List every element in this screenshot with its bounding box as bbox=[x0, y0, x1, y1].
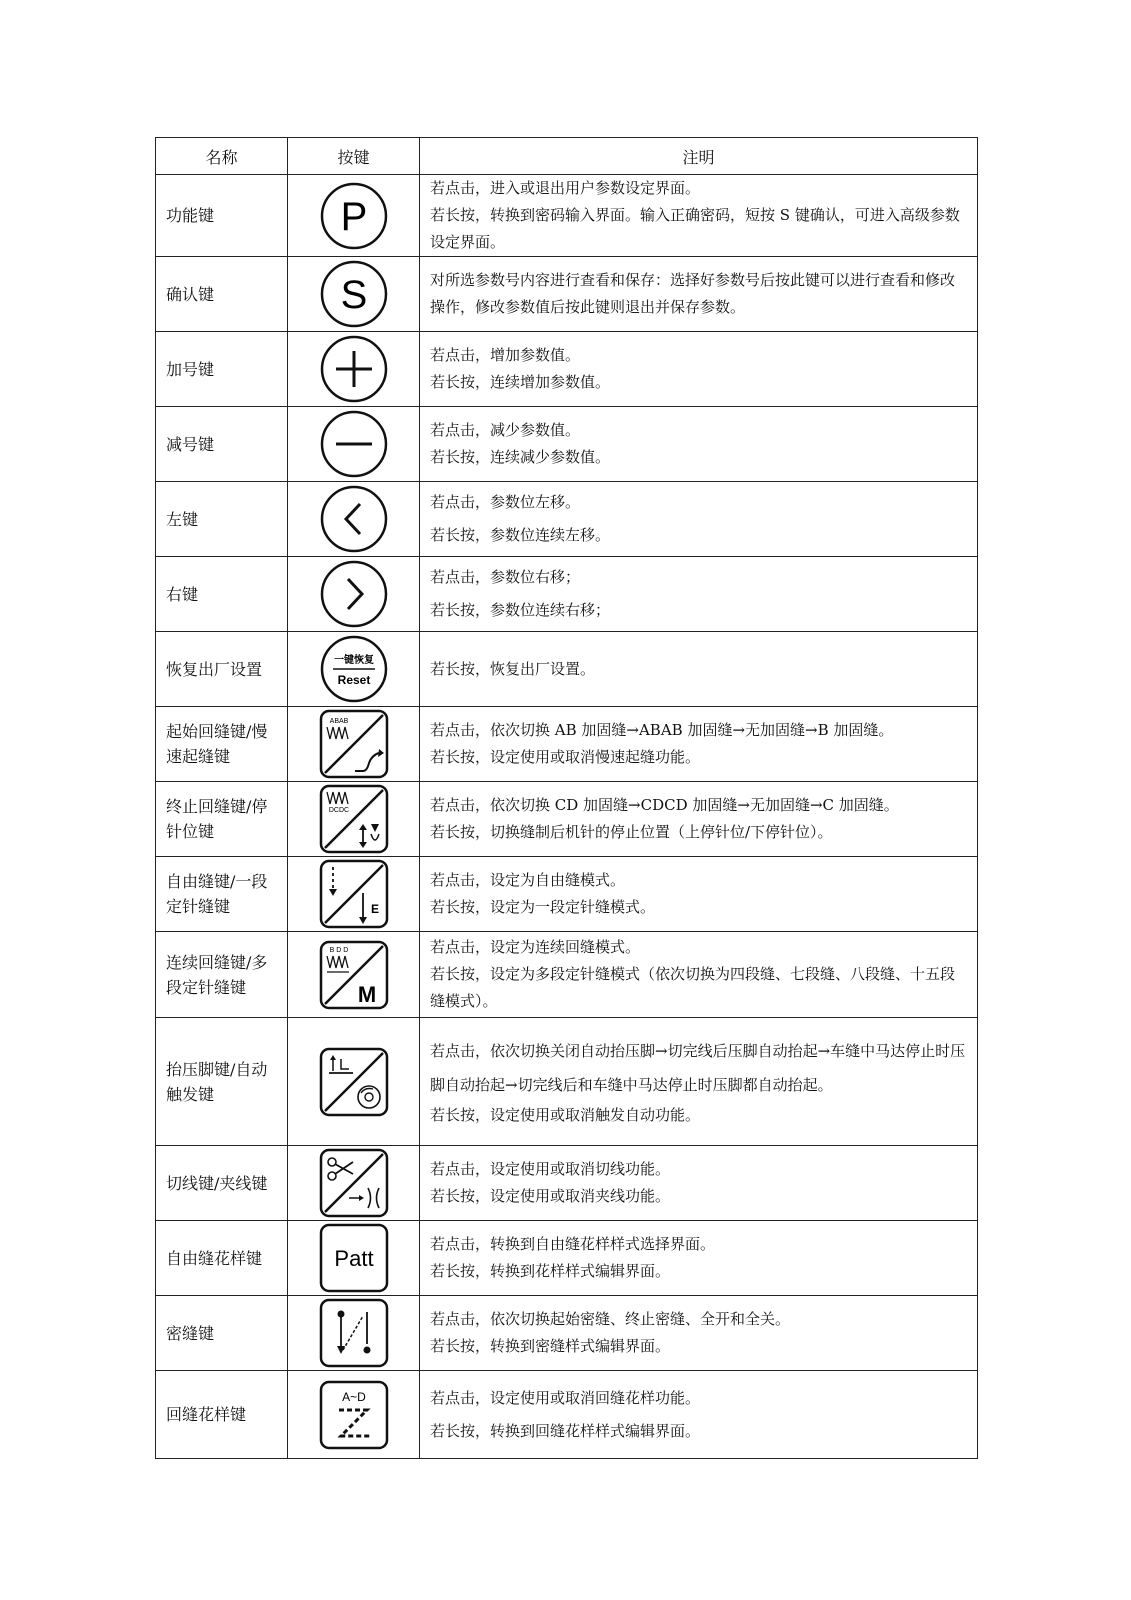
free-sewing-one-section-icon bbox=[319, 859, 389, 929]
table-row bbox=[156, 632, 978, 707]
patt-key-icon bbox=[319, 1223, 389, 1293]
description-line: 若点击，减少参数值。 bbox=[430, 421, 581, 439]
table-row bbox=[156, 1296, 978, 1371]
description-line: 若长按，设定使用或取消夹线功能。 bbox=[430, 1187, 671, 1205]
description-line: 若长按，转换到密缝样式编辑界面。 bbox=[430, 1337, 671, 1355]
key-name: 恢复出厂设置 bbox=[156, 632, 288, 707]
description-line: 若长按，恢复出厂设置。 bbox=[430, 659, 596, 678]
description-line: 若点击，依次切换关闭自动抬压脚→切完线后压脚自动抬起→车缝中马达停止时压脚自动抬起→切完线后和车缝中马达停止时压脚都自动抬起。 bbox=[430, 1042, 966, 1094]
description-line: 若点击，转换到自由缝花样样式选择界面。 bbox=[430, 1235, 716, 1253]
description-line: 若长按，转换到回缝花样样式编辑界面。 bbox=[430, 1421, 701, 1440]
table-row bbox=[156, 175, 978, 257]
table-row bbox=[156, 1146, 978, 1221]
table-row bbox=[156, 782, 978, 857]
reset-key-icon bbox=[319, 634, 389, 704]
svg-text:M: M bbox=[357, 981, 376, 1007]
description-line: 若长按，设定使用或取消慢速起缝功能。 bbox=[430, 748, 701, 766]
table-row bbox=[156, 332, 978, 407]
description-line: 若长按，转换到密码输入界面。输入正确密码，短按 S 键确认，可进入高级参数设定界面。 bbox=[430, 206, 960, 251]
table-row bbox=[156, 707, 978, 782]
key-name: 抬压脚键/自动触发键 bbox=[156, 1018, 288, 1146]
svg-text:B D D: B D D bbox=[329, 946, 348, 954]
description-line: 若长按，切换缝制后机针的停止位置（上停针位/下停针位）。 bbox=[430, 823, 833, 841]
svg-text:DCDC: DCDC bbox=[328, 807, 349, 814]
key-name: 减号键 bbox=[156, 407, 288, 482]
left-arrow-key-icon bbox=[319, 484, 389, 554]
description-line: 若点击，依次切换起始密缝、终止密缝、全开和全关。 bbox=[430, 1310, 791, 1328]
description-line: 若长按，连续增加参数值。 bbox=[430, 373, 611, 391]
table-row bbox=[156, 1018, 978, 1146]
table-header-row bbox=[156, 138, 978, 175]
key-name: 确认键 bbox=[156, 257, 288, 332]
dense-stitch-key-icon bbox=[319, 1298, 389, 1368]
svg-text:P: P bbox=[340, 194, 367, 239]
right-arrow-key-icon bbox=[319, 559, 389, 629]
svg-text:E: E bbox=[370, 902, 379, 916]
table-row bbox=[156, 482, 978, 557]
key-name: 左键 bbox=[156, 482, 288, 557]
key-name: 功能键 bbox=[156, 175, 288, 257]
svg-text:ABAB: ABAB bbox=[329, 718, 348, 725]
description-line: 若长按，设定使用或取消触发自动功能。 bbox=[430, 1106, 701, 1124]
plus-key-icon bbox=[319, 334, 389, 404]
end-backtack-needle-stop-icon bbox=[319, 784, 389, 854]
description-line: 若点击，依次切换 CD 加固缝→CDCD 加固缝→无加固缝→C 加固缝。 bbox=[430, 796, 899, 814]
description-line: 若长按，参数位连续右移； bbox=[430, 601, 611, 619]
description-line: 若点击，设定为自由缝模式。 bbox=[430, 871, 626, 889]
key-name: 终止回缝键/停针位键 bbox=[156, 782, 288, 857]
key-name: 右键 bbox=[156, 557, 288, 632]
continuous-backtack-multi-section-icon bbox=[319, 940, 389, 1010]
s-key-icon bbox=[319, 259, 389, 329]
svg-text:一键恢复: 一键恢复 bbox=[333, 655, 374, 666]
key-name: 切线键/夹线键 bbox=[156, 1146, 288, 1221]
key-name: 起始回缝键/慢速起缝键 bbox=[156, 707, 288, 782]
minus-key-icon bbox=[319, 409, 389, 479]
backtack-pattern-key-icon bbox=[319, 1380, 389, 1450]
header-name: 名称 bbox=[156, 138, 288, 175]
key-name: 自由缝键/一段定针缝键 bbox=[156, 857, 288, 932]
description-line: 若点击，设定为连续回缝模式。 bbox=[430, 938, 641, 956]
description-line: 对所选参数号内容进行查看和保存：选择好参数号后按此键可以进行查看和修改操作，修改参数值后按此键则退出并保存参数。 bbox=[430, 271, 956, 316]
table-row bbox=[156, 407, 978, 482]
svg-text:Reset: Reset bbox=[337, 673, 370, 687]
svg-text:A~D: A~D bbox=[341, 1389, 366, 1404]
presser-foot-auto-trigger-icon bbox=[319, 1047, 389, 1117]
description-line: 若点击，设定使用或取消切线功能。 bbox=[430, 1160, 671, 1178]
table-row bbox=[156, 932, 978, 1018]
table-row bbox=[156, 257, 978, 332]
key-name: 连续回缝键/多段定针缝键 bbox=[156, 932, 288, 1018]
table-row bbox=[156, 557, 978, 632]
description-line: 若长按，转换到花样样式编辑界面。 bbox=[430, 1262, 671, 1280]
start-backtack-slow-start-icon bbox=[319, 709, 389, 779]
header-description: 注明 bbox=[420, 138, 978, 175]
header-key: 按键 bbox=[288, 138, 420, 175]
svg-text:Patt: Patt bbox=[333, 1246, 374, 1271]
table-row bbox=[156, 1221, 978, 1296]
description-line: 若长按，参数位连续左移。 bbox=[430, 526, 611, 544]
svg-text:S: S bbox=[340, 273, 367, 317]
p-key-icon bbox=[319, 181, 389, 251]
table-row bbox=[156, 857, 978, 932]
key-name: 加号键 bbox=[156, 332, 288, 407]
table-row bbox=[156, 1371, 978, 1459]
description-line: 若长按，连续减少参数值。 bbox=[430, 448, 611, 466]
key-name: 密缝键 bbox=[156, 1296, 288, 1371]
description-line: 若点击，增加参数值。 bbox=[430, 346, 581, 364]
description-line: 若点击，进入或退出用户参数设定界面。 bbox=[430, 179, 701, 197]
description-line: 若长按，设定为多段定针缝模式（依次切换为四段缝、七段缝、八段缝、十五段缝模式）。 bbox=[430, 965, 956, 1010]
description-line: 若点击，依次切换 AB 加固缝→ABAB 加固缝→无加固缝→B 加固缝。 bbox=[430, 721, 894, 739]
key-name: 自由缝花样键 bbox=[156, 1221, 288, 1296]
description-line: 若点击，设定使用或取消回缝花样功能。 bbox=[430, 1388, 701, 1407]
key-function-table bbox=[155, 137, 978, 1459]
description-line: 若点击，参数位右移； bbox=[430, 568, 581, 586]
description-line: 若点击，参数位左移。 bbox=[430, 493, 581, 511]
description-line: 若长按，设定为一段定针缝模式。 bbox=[430, 898, 656, 916]
key-name: 回缝花样键 bbox=[156, 1371, 288, 1459]
thread-trim-clamp-icon bbox=[319, 1148, 389, 1218]
